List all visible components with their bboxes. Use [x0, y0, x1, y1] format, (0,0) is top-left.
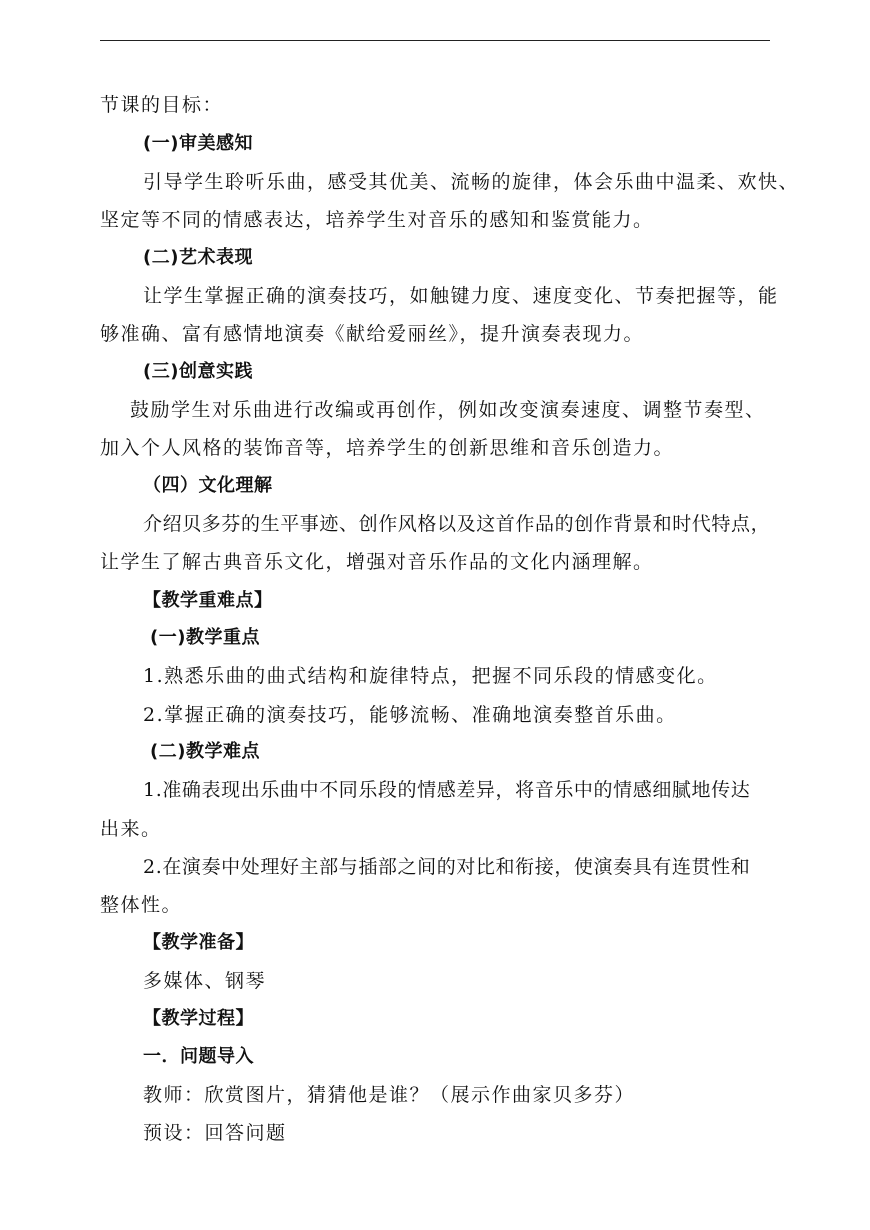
section-heading: （四）文化理解 [143, 475, 273, 496]
section-heading: 【教学过程】 [143, 1008, 254, 1029]
text-line: 1.准确表现出乐曲中不同乐段的情感差异，将音乐中的情感细腻地传达 [143, 779, 751, 801]
section-heading: (二)艺术表现 [143, 247, 253, 268]
text-line: 预设：回答问题 [143, 1122, 287, 1144]
subsection-heading: (二)教学难点 [150, 741, 260, 762]
text-line: 让学生掌握正确的演奏技巧，如触键力度、速度变化、节奏把握等，能 [143, 285, 779, 307]
subsection-heading: (一)教学重点 [150, 627, 260, 648]
text-line: 1.熟悉乐曲的曲式结构和旋律特点，把握不同乐段的情感变化。 [143, 665, 718, 687]
text-line: 2.掌握正确的演奏技巧，能够流畅、准确地演奏整首乐曲。 [143, 704, 677, 726]
text-line: 让学生了解古典音乐文化，增强对音乐作品的文化内涵理解。 [100, 551, 654, 573]
text-line: 引导学生聆听乐曲，感受其优美、流畅的旋律，体会乐曲中温柔、欢快、 [143, 171, 800, 193]
text-line: 坚定等不同的情感表达，培养学生对音乐的感知和鉴赏能力。 [100, 209, 654, 231]
section-heading: 【教学准备】 [143, 932, 254, 953]
text-line: 介绍贝多芬的生平事迹、创作风格以及这首作品的创作背景和时代特点， [143, 513, 771, 535]
header-rule [100, 40, 770, 41]
text-line: 多媒体、钢琴 [143, 970, 267, 992]
text-line: 加入个人风格的装饰音等，培养学生的创新思维和音乐创造力。 [100, 437, 675, 459]
section-heading: 一．问题导入 [143, 1046, 254, 1067]
text-line: 鼓励学生对乐曲进行改编或再创作，例如改变演奏速度、调整节奏型、 [130, 399, 766, 421]
text-line: 够准确、富有感情地演奏《献给爱丽丝》，提升演奏表现力。 [100, 323, 645, 345]
section-heading: (一)审美感知 [143, 133, 253, 154]
text-line: 教师：欣赏图片，猜猜他是谁？（展示作曲家贝多芬） [143, 1084, 636, 1106]
text-line: 节课的目标： [100, 94, 224, 116]
text-line: 2.在演奏中处理好主部与插部之间的对比和衔接，使演奏具有连贯性和 [143, 856, 751, 878]
text-line: 整体性。 [100, 894, 183, 916]
section-heading: 【教学重难点】 [143, 590, 273, 611]
text-line: 出来。 [100, 818, 162, 840]
section-heading: (三)创意实践 [143, 361, 253, 382]
